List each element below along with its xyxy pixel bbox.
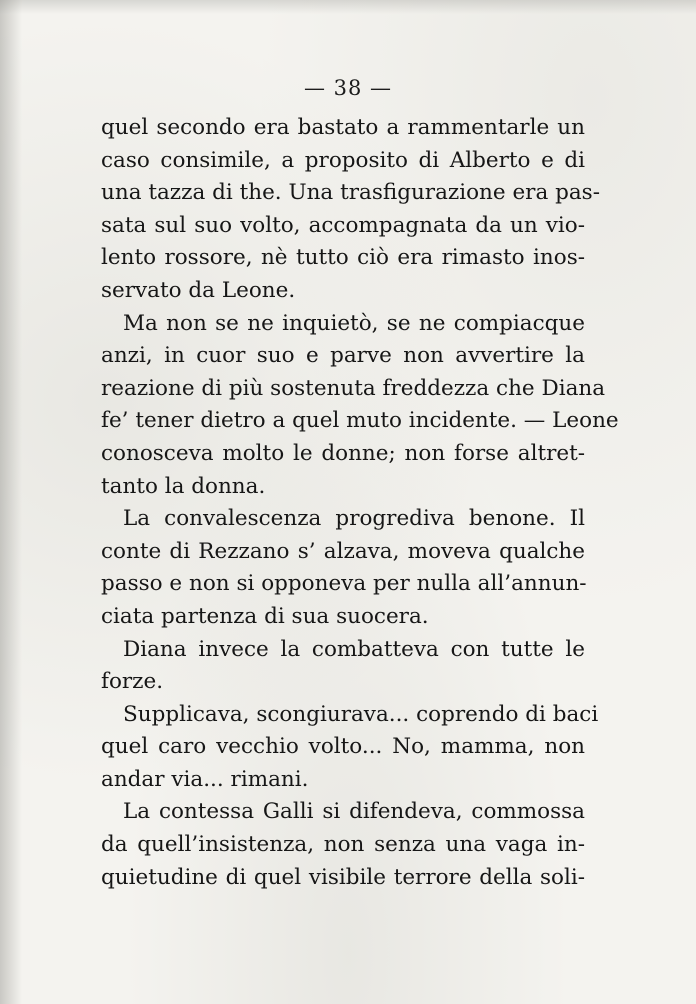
text-line: reazione di più sostenuta freddezza che Diana: [101, 375, 606, 401]
text-line: fe’ tener dietro a quel muto incidente. — Leone: [101, 408, 619, 434]
text-line: andar via... rimani.: [101, 766, 309, 792]
text-line: servato da Leone.: [101, 277, 296, 303]
text-line: una tazza di the. Una trasfigurazione era pas-: [101, 180, 600, 206]
page-left-shadow: [0, 0, 22, 1004]
text-line: forze.: [101, 669, 164, 695]
text-line: conte di Rezzano s’ alzava, moveva qualche: [101, 538, 585, 564]
text-line: lento rossore, nè tutto ciò era rimasto inos-: [101, 245, 585, 271]
text-line: La convalescenza progrediva benone. Il: [123, 506, 585, 532]
text-line: ciata partenza di sua suocera.: [101, 603, 429, 629]
text-line: quel secondo era bastato a rammentarle un: [101, 115, 585, 140]
text-line: tanto la donna.: [101, 473, 266, 499]
text-line: quel caro vecchio volto... No, mamma, non: [101, 734, 585, 760]
text-line: sata sul suo volto, accompagnata da un vio-: [101, 212, 585, 238]
text-line: quietudine di quel visibile terrore della soli-: [101, 864, 585, 890]
text-line: caso consimile, a proposito di Alberto e di: [101, 147, 585, 173]
page-number: — 38 —: [303, 76, 393, 100]
page-top-shadow: [0, 0, 696, 14]
text-line: anzi, in cuor suo e parve non avvertire la: [101, 343, 585, 369]
text-line: Ma non se ne inquietò, se ne compiacque: [123, 310, 585, 336]
text-line: passo e non si opponeva per nulla all’annun-: [101, 571, 587, 597]
text-line: Supplicava, scongiurava... coprendo di baci: [123, 701, 599, 727]
text-line: Diana invece la combatteva con tutte le: [123, 636, 585, 662]
text-line: da quell’insistenza, non senza una vaga in-: [101, 832, 585, 858]
text-line: La contessa Galli si difendeva, commossa: [123, 799, 585, 825]
body-text: [101, 112, 619, 894]
text-line: conosceva molto le donne; non forse altret-: [101, 440, 585, 466]
